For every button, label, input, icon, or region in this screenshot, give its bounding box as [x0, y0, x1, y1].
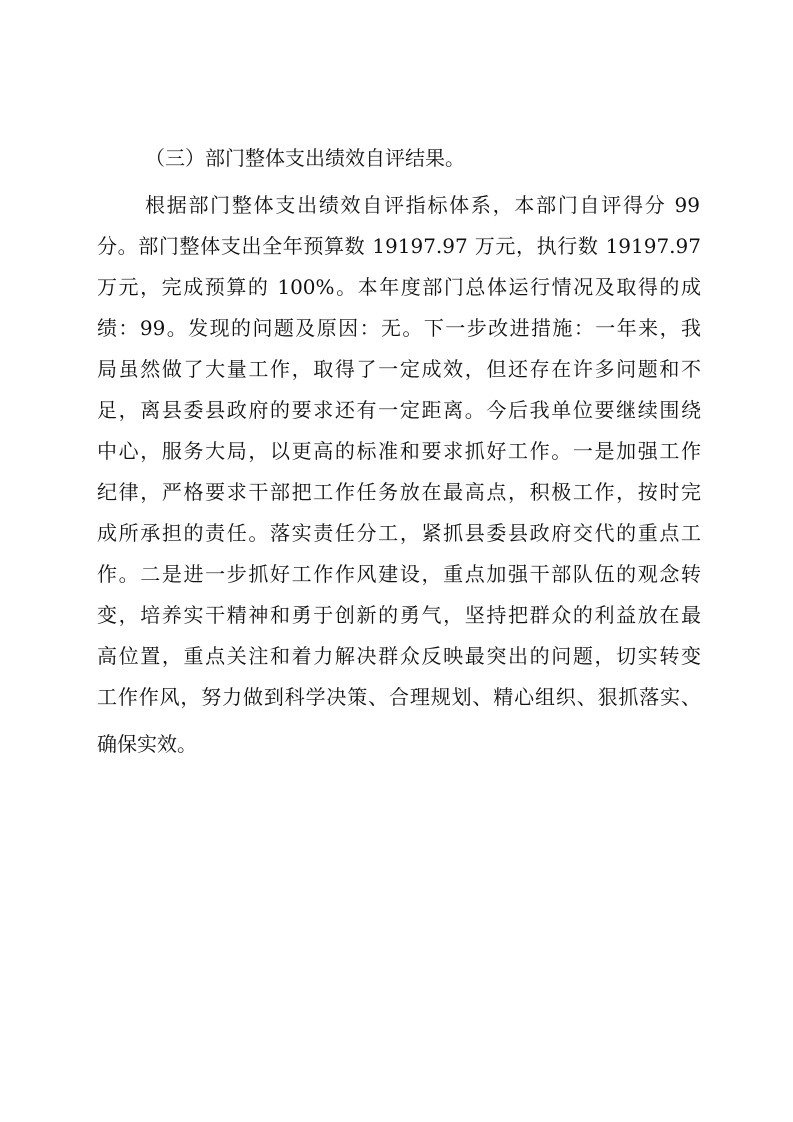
paragraph-line: 分。部门整体支出全年预算数 19197.97 万元，执行数 19197.97	[97, 234, 701, 258]
paragraph-line: 高位置，重点关注和着力解决群众反映最突出的问题，切实转变	[97, 644, 701, 668]
paragraph-line: 工作作风，努力做到科学决策、合理规划、精心组织、狠抓落实、	[97, 685, 701, 709]
paragraph-line: 根据部门整体支出绩效自评指标体系，本部门自评得分 99	[145, 193, 700, 217]
paragraph-line: 中心，服务大局，以更高的标准和要求抓好工作。一是加强工作	[97, 439, 701, 463]
paragraph-line: 足，离县委县政府的要求还有一定距离。今后我单位要继续围绕	[97, 398, 701, 422]
paragraph-line: 万元，完成预算的 100%。本年度部门总体运行情况及取得的成	[97, 275, 701, 299]
paragraph-line: 变，培养实干精神和勇于创新的勇气，坚持把群众的利益放在最	[97, 603, 701, 627]
paragraph-line: 成所承担的责任。落实责任分工，紧抓县委县政府交代的重点工	[97, 521, 701, 545]
paragraph-line: 局虽然做了大量工作，取得了一定成效，但还存在许多问题和不	[97, 357, 701, 381]
section-heading: （三）部门整体支出绩效自评结果。	[145, 146, 465, 170]
paragraph-line: 绩：99。发现的问题及原因：无。下一步改进措施：一年来，我	[97, 316, 701, 340]
paragraph-last-line: 确保实效。	[97, 732, 197, 756]
paragraph-line: 作。二是进一步抓好工作作风建设，重点加强干部队伍的观念转	[97, 562, 701, 586]
paragraph-line: 纪律，严格要求干部把工作任务放在最高点，积极工作，按时完	[97, 480, 701, 504]
